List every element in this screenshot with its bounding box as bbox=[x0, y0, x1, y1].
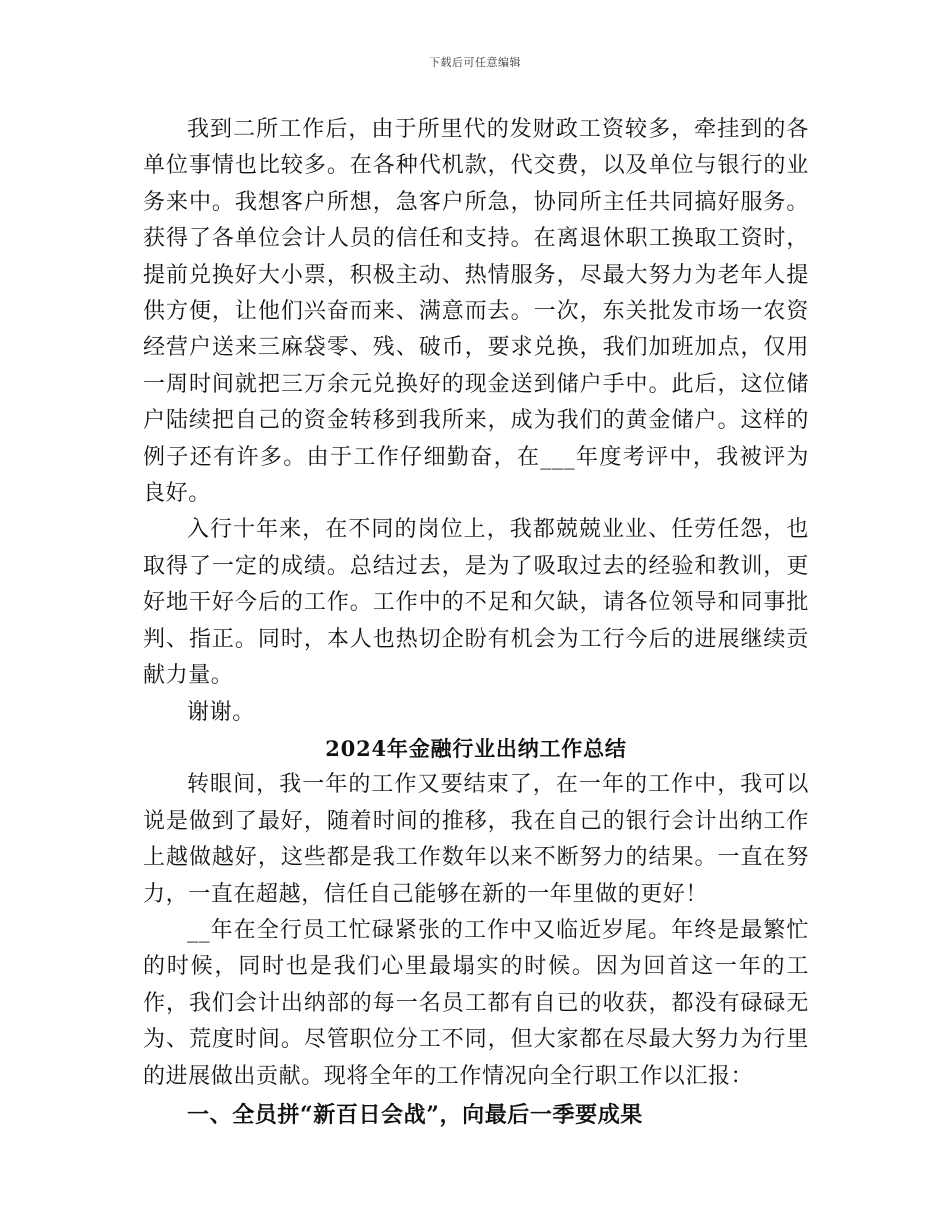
paragraph-ten-years: 入行十年来，在不同的岗位上，我都兢兢业业、任劳任怨，也取得了一定的成绩。总结过去，是为了吸取过去的经验和教训，更好地干好今后的工作。工作中的不足和欠缺，请各位领导和同事批判、指正。同时，本人也热切企盼有机会为工行今后的进展继续贡献力量。 bbox=[143, 517, 809, 689]
paragraph-year-end: __年在全行员工忙碌紧张的工作中又临近岁尾。年终是最繁忙的时候，同时也是我们心里最塌实的时候。因为回首这一年的工作，我们会计出纳部的每一名员工都有自已的收获，都没有碌碌无为、荒度时间。尽管职位分工不同，但大家都在尽最大努力为行里的进展做出贡献。现将全年的工作情况向全行职工作以汇报： bbox=[143, 917, 809, 1089]
paragraph-service-story: 我到二所工作后，由于所里代的发财政工资较多，牵挂到的各单位事情也比较多。在各种代机款，代交费，以及单位与银行的业务来中。我想客户所想，急客户所急，协同所主任共同搞好服务。获得了各单位会计人员的信任和支持。在离退休职工换取工资时，提前兑换好大小票，积极主动、热情服务，尽最大努力为老年人提供方便，让他们兴奋而来、满意而去。一次，东关批发市场一农资经营户送来三麻袋零、残、破币，要求兑换，我们加班加点，仅用一周时间就把三万余元兑换好的现金送到储户手中。此后，这位储户陆续把自己的资金转移到我所来，成为我们的黄金储户。这样的例子还有许多。由于工作仔细勤奋，在___年度考评中，我被评为良好。 bbox=[143, 117, 809, 507]
paragraph-thanks: 谢谢。 bbox=[187, 699, 255, 725]
paragraph-intro: 转眼间，我一年的工作又要结束了，在一年的工作中，我可以说是做到了最好，随着时间的推移，我在自己的银行会计出纳工作上越做越好，这些都是我工作数年以来不断努力的结果。一直在努力，一直在超越，信任自己能够在新的一年里做的更好！ bbox=[143, 772, 809, 907]
section-heading: 一、全员拼“新百日会战”，向最后一季要成果 bbox=[187, 1101, 643, 1128]
document-title: 2024年金融行业出纳工作总结 bbox=[325, 735, 627, 761]
header-note: 下载后可任意编辑 bbox=[429, 56, 521, 69]
document-body bbox=[143, 112, 809, 1135]
